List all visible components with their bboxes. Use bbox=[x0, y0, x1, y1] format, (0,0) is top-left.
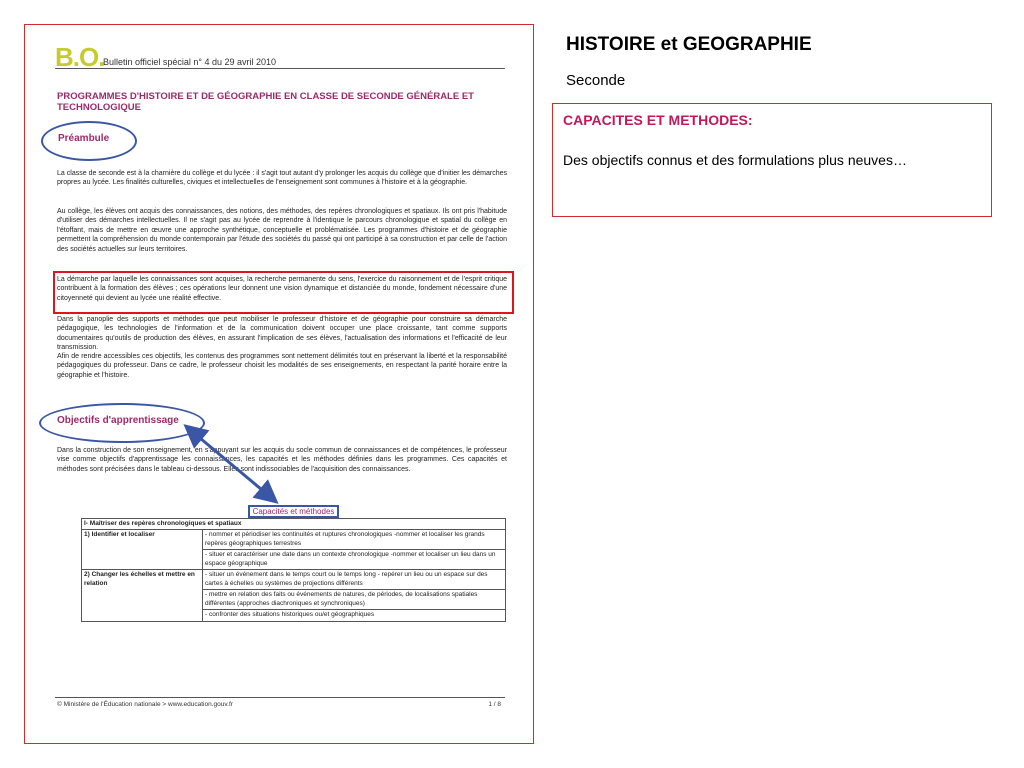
capacities-text-box bbox=[552, 103, 992, 217]
table-cell: - situer un événement dans le temps court ou le temps long - repérer un lieu ou un espace sur des cartes à échelles ou systèmes de projections différents bbox=[203, 570, 506, 590]
box-text: Des objectifs connus et des formulations plus neuves… bbox=[563, 152, 907, 168]
table-cell: - situer et caractériser une date dans un contexte chronologique -nommer et localiser un lieu dans un espace géographique bbox=[203, 550, 506, 570]
slide-subtitle: Seconde bbox=[566, 72, 626, 89]
document-title: PROGRAMMES D'HISTOIRE ET DE GÉOGRAPHIE EN CLASSE DE SECONDE GÉNÉRALE ET TECHNOLOGIQUE bbox=[57, 91, 474, 113]
table-cell: - mettre en relation des faits ou événements de natures, de périodes, de localisations spatiales différentes (approches diachroniques et synchroniques) bbox=[203, 590, 506, 610]
objectifs-paragraph: Dans la construction de son enseignement, en s'appuyant sur les acquis du socle commun de connaissances et de compétences, le professeur vise comme objectifs d'apprentissage les connaissances, les capacités et les méthodes définies dans les programmes. Ces capacités et méthodes sont précisées dans le tableau ci-dessous. Elles sont indissociables de l'acquisition des connaissances. bbox=[57, 447, 507, 473]
table-title: Capacités et méthodes bbox=[248, 505, 340, 518]
preambule-heading: Préambule bbox=[58, 133, 110, 144]
table-cell: - confronter des situations historiques ou/et géographiques bbox=[203, 610, 506, 622]
bulletin-header: Bulletin officiel spécial n° 4 du 29 avril 2010 bbox=[103, 57, 277, 67]
preambule-paragraph-1: La classe de seconde est à la charnière du collège et du lycée : il s'agit tout autant d'y prolonger les acquis du collège que d'initier les démarches propres au lycée. Les finalités culturelles, civiques et intellectuelles de l'enseignement sont communes à l'histoire et à la géographie. bbox=[57, 170, 507, 187]
preambule-paragraph-3: La démarche par laquelle les connaissances sont acquises, la recherche permanente du sens, l'exercice du raisonnement et de l'esprit critique contribuent à la formation des élèves ; ces opérations leur donnent une vision dynamique et distanciée du monde, fondement nécessaire d'une citoyenneté qui devient au lycée une réalité effective. bbox=[57, 276, 507, 302]
preambule-paragraph-4: Dans la panoplie des supports et méthodes que peut mobiliser le professeur d'histoire et de géographie pour construire sa démarche pédagogique, les technologies de l'information et de la communication doivent occuper une place croissante, tant comme supports documentaires qu'outils de production des élèves, en assurant l'implication de ses élèves, l'actualisation des informations et l'efficacité de leur transmission. bbox=[57, 316, 507, 352]
slide-title: HISTOIRE et GEOGRAPHIE bbox=[566, 34, 812, 55]
objectifs-heading: Objectifs d'apprentissage bbox=[57, 415, 179, 426]
table-row-label: 1) Identifier et localiser bbox=[82, 530, 203, 570]
table-cell: - nommer et périodiser les continuités et ruptures chronologiques -nommer et localiser les grands repères géographiques terrestres bbox=[203, 530, 506, 550]
table-section-header: I- Maîtriser des repères chronologiques et spatiaux bbox=[82, 518, 506, 530]
page-number: 1 / 8 bbox=[488, 701, 501, 708]
footer-source: © Ministère de l'Éducation nationale > www.education.gouv.fr bbox=[57, 701, 233, 708]
preambule-paragraph-2: Au collège, les élèves ont acquis des connaissances, des notions, des méthodes, des repères chronologiques et spatiaux. Ils ont pris l'habitude d'utiliser des démarches intellectuelles. Il ne s'agit pas au lycée de reprendre à l'identique le parcours chronologique et spatial du collège en l'étoffant, mais de mettre en œuvre une approche synthétique, conceptuelle et problématisée. Les programmes d'histoire et de géographie permettent la compréhension du monde contemporain par l'étude des sociétés du passé qui ont participé à sa construction et par celle de l'action des sociétés actuelles sur leurs territoires. bbox=[57, 208, 507, 253]
box-heading: CAPACITES ET METHODES: bbox=[563, 112, 753, 128]
bo-logo: B.O. bbox=[55, 42, 105, 72]
preambule-paragraph-5: Afin de rendre accessibles ces objectifs, les contenus des programmes sont nettement délimités tout en préservant la liberté et la responsabilité pédagogiques du professeur. Dans ce cadre, le professeur choisit les modalités de ses enseignements, en respectant la parité horaire entre la géographie et l'histoire. bbox=[57, 353, 507, 379]
table-row-label: 2) Changer les échelles et mettre en relation bbox=[82, 570, 203, 622]
